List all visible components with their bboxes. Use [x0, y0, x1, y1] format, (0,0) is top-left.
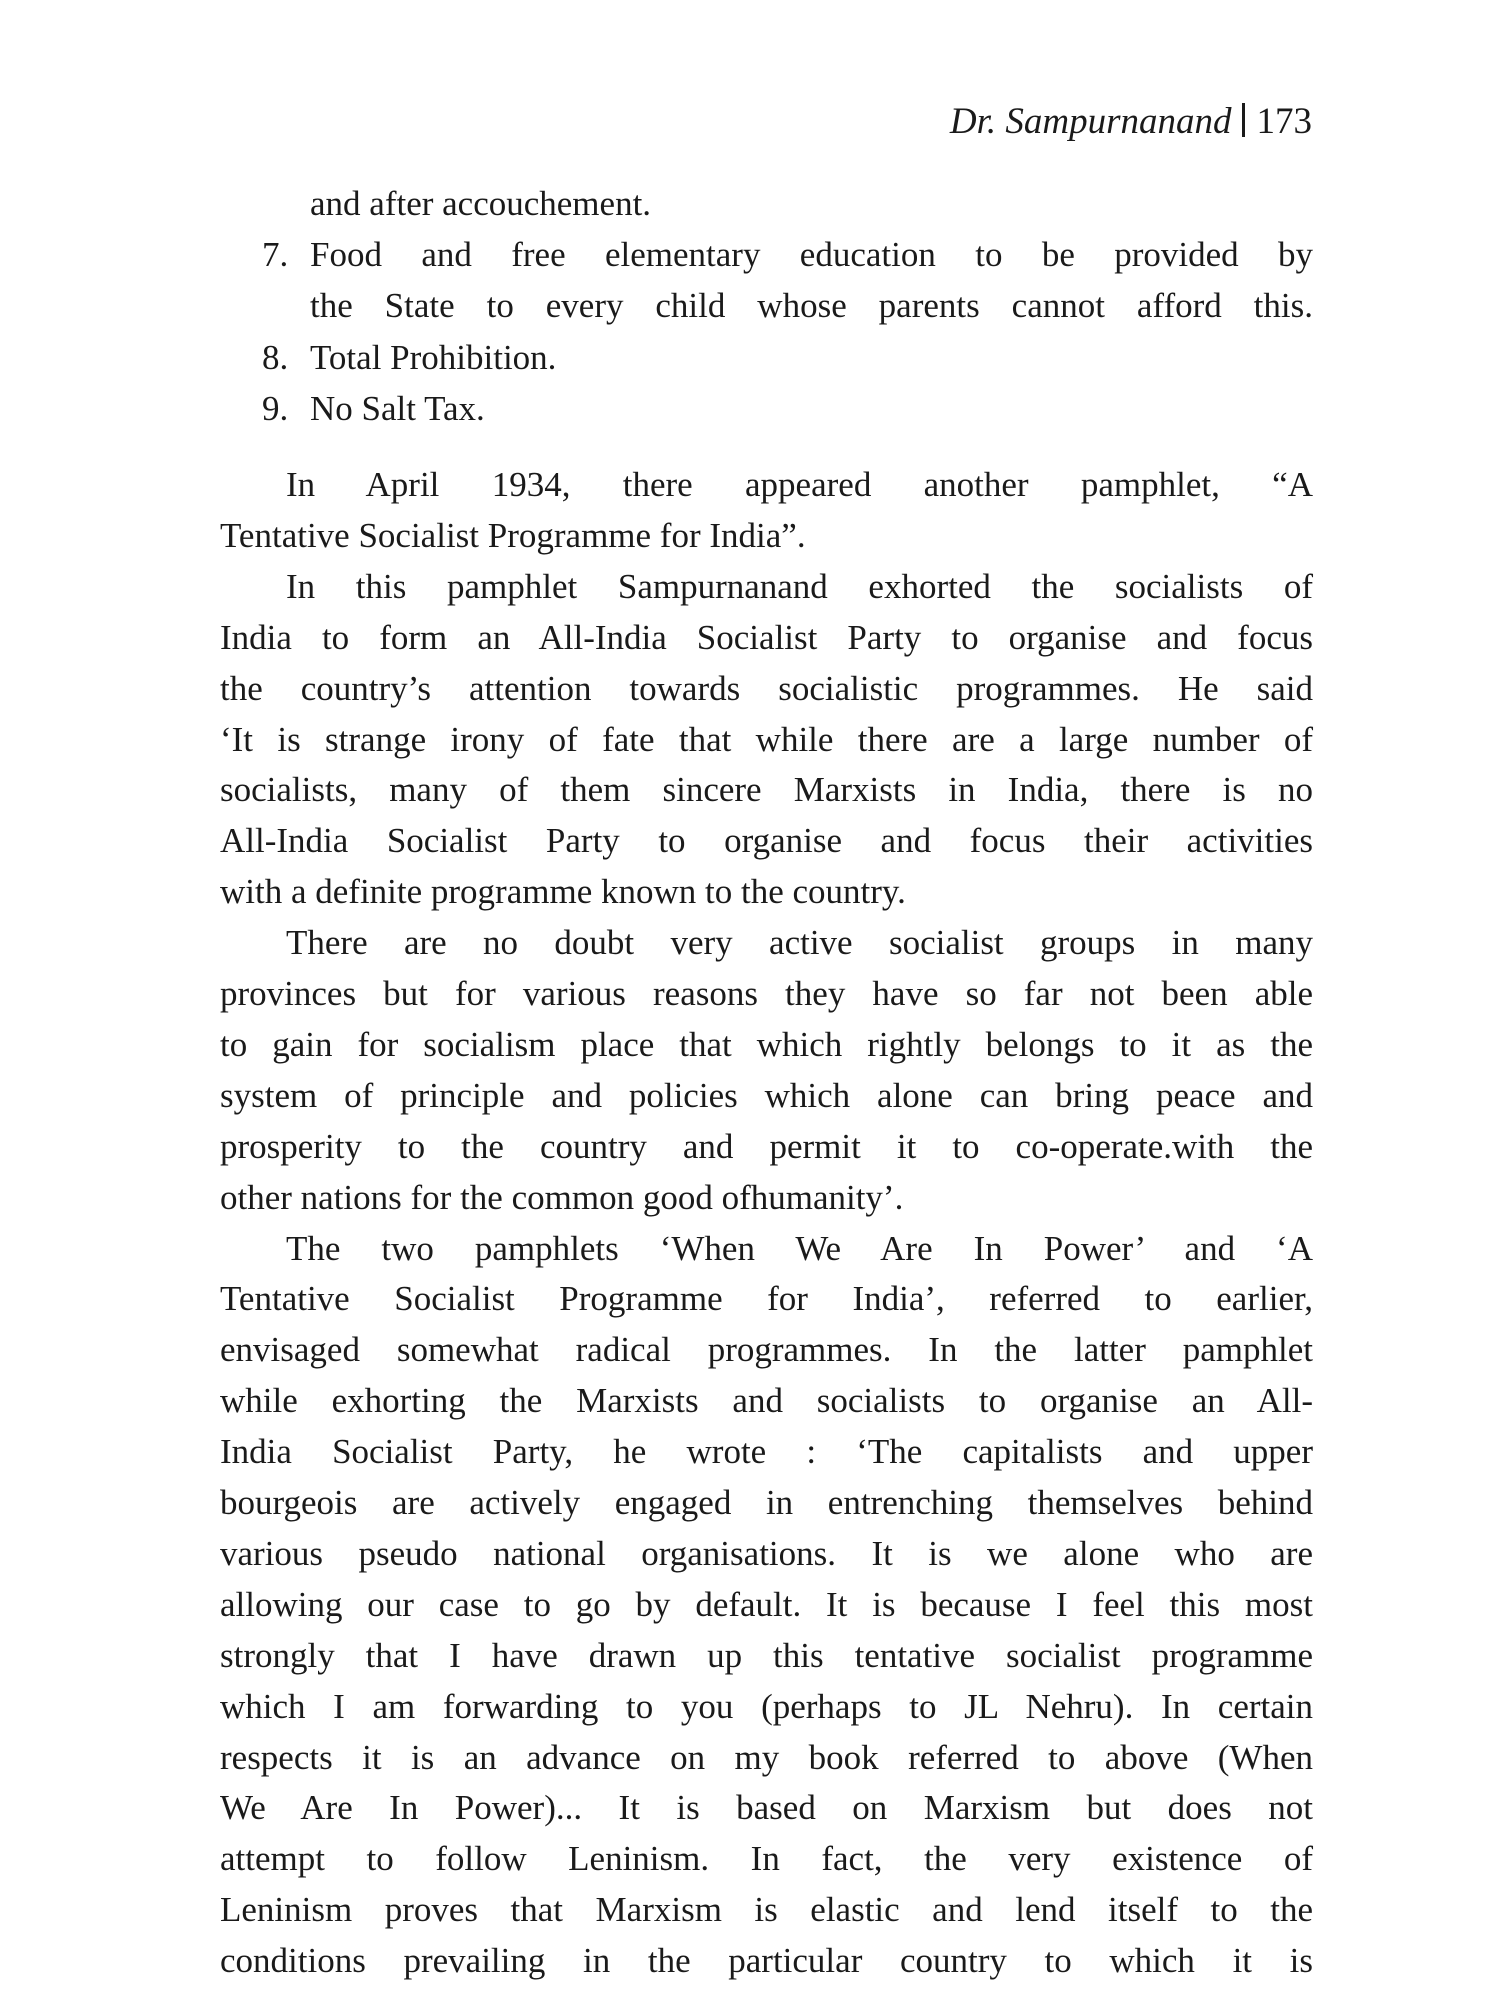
list-item-continuation: the State to every child whose parents cannot afford this. [310, 286, 1313, 325]
body-line: There are no doubt very active socialist groups in many [286, 923, 1313, 963]
body-line: which I am forwarding to you (perhaps to JL Nehru). In certain [220, 1686, 1313, 1726]
body-line: Tentative Socialist Programme for India”. [220, 515, 806, 555]
list-item-number: 9. [262, 389, 289, 428]
body-line: All-India Socialist Party to organise and focus their activities [220, 821, 1313, 861]
body-line: ‘It is strange irony of fate that while there are a large number of [220, 719, 1313, 759]
body-line: with a definite programme known to the country. [220, 872, 906, 912]
body-line: to gain for socialism place that which rightly belongs to it as the [220, 1024, 1313, 1064]
body-line: various pseudo national organisations. It is we alone who are [220, 1533, 1313, 1573]
list-item-text: Food and free elementary education to be provided by [310, 235, 1313, 274]
running-header [950, 100, 1312, 143]
running-header-title: Dr. Sampurnanand [949, 101, 1232, 142]
body-line: We Are In Power)... It is based on Marxism but does not [220, 1788, 1313, 1828]
body-line: envisaged somewhat radical programmes. In the latter pamphlet [220, 1330, 1313, 1370]
body-line: India to form an All-India Socialist Party to organise and focus [220, 617, 1313, 657]
list-item [262, 333, 1313, 383]
body-line: allowing our case to go by default. It is because I feel this most [220, 1584, 1313, 1624]
list-item-number: 7. [262, 235, 289, 274]
body-line: conditions prevailing in the particular country to which it is [220, 1941, 1313, 1981]
body-line: respects it is an advance on my book referred to above (When [220, 1737, 1313, 1777]
list-item [262, 384, 1313, 434]
list-item-text: Total Prohibition. [310, 338, 557, 377]
list-item-text: No Salt Tax. [310, 389, 485, 428]
body-line: while exhorting the Marxists and socialists to organise an All- [220, 1381, 1313, 1421]
list-item [262, 230, 1313, 280]
body-line: Tentative Socialist Programme for India’, referred to earlier, [220, 1279, 1313, 1319]
body-line: other nations for the common good ofhumanity’. [220, 1177, 904, 1217]
body-line: the country’s attention towards socialistic programmes. He said [220, 668, 1313, 708]
body-line: strongly that I have drawn up this tentative socialist programme [220, 1635, 1313, 1675]
body-line: system of principle and policies which alone can bring peace and [220, 1075, 1313, 1115]
body-line: In this pamphlet Sampurnanand exhorted the socialists of [286, 566, 1313, 606]
body-line: India Socialist Party, he wrote : ‘The capitalists and upper [220, 1432, 1313, 1472]
body-line: prosperity to the country and permit it to co-operate.with the [220, 1126, 1313, 1166]
body-line: socialists, many of them sincere Marxists in India, there is no [220, 770, 1313, 810]
page-number: 173 [1256, 101, 1312, 142]
body-line: The two pamphlets ‘When We Are In Power’ and ‘A [286, 1228, 1313, 1268]
header-divider [1242, 103, 1245, 137]
body-line: Leninism proves that Marxism is elastic and lend itself to the [220, 1890, 1313, 1930]
list-continuation: and after accouchement. [310, 184, 652, 223]
body-line: In April 1934, there appeared another pamphlet, “A [286, 465, 1313, 504]
body-line: bourgeois are actively engaged in entrenching themselves behind [220, 1483, 1313, 1522]
body-line: provinces but for various reasons they have so far not been able [220, 974, 1313, 1013]
body-line: attempt to follow Leninism. In fact, the very existence of [220, 1839, 1313, 1879]
list-item-number: 8. [262, 338, 289, 377]
